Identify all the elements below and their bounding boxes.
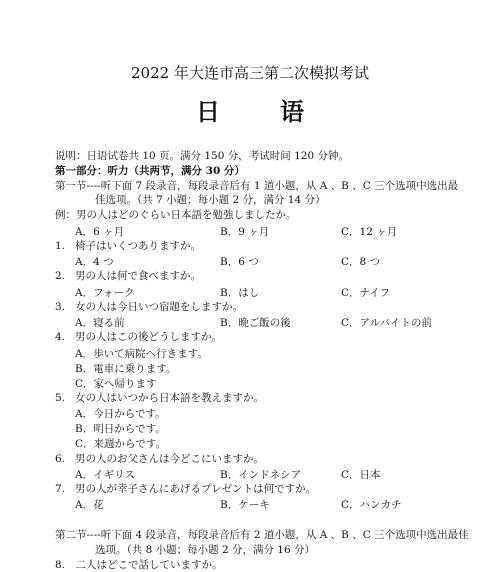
option-b: B．はし [220,287,260,299]
option-a: A．4 つ [75,256,114,268]
option-c: C．ハンカチ [341,499,402,511]
example-question: 例：男の人はどのぐらい日本語を勉強しましたか。 [55,209,297,221]
section1-instructions: 第一节----听下面 7 段录音，每段录音后有 1 道小题，从 A 、B 、C 三个选项中选出最 [55,180,459,192]
question-number: 3. [55,301,66,313]
exam-title: 2022 年大连市高三第二次模拟考试 [131,64,369,82]
option-b: B．ケーキ [220,499,270,511]
option-c: C．日本 [341,469,381,481]
option-b: B．晩ご飯の後 [220,317,291,329]
option-c: C．アルバイトの前 [341,317,432,329]
example-option-c: C．12 ヶ月 [341,226,398,238]
example-option-a: A．6 ヶ月 [75,226,125,238]
question-text: 男の人はこの後どうしますか。 [75,331,222,343]
question-8-partial: 8. 二人はどこで話していますか。 [55,559,223,571]
question-number: 5. [55,392,66,404]
option-c: C．ナイフ [341,287,390,299]
option-c: C．家へ帰ります [75,378,157,390]
option-a: A．歩いて病院へ行きます。 [75,348,208,360]
question-number: 7. [55,483,66,495]
option-a: A．今日からです。 [75,408,166,420]
section2-instructions: 第二节----听下面 4 段录音，每段录音后有 2 道小题，从 A 、B 、C 三个选项中选出最佳 [55,529,469,541]
question-text: 女の人はいつから日本語を教えますか。 [75,392,264,404]
option-b: B．電車に乗ります。 [75,363,177,375]
question-number: 4. [55,331,66,343]
question-number: 2. [55,270,66,282]
question-number: 1. [55,240,66,252]
instructions: 说明：日语试卷共 10 页。满分 150 分，考试时间 120 分钟。 [55,150,349,162]
option-a: A．フォーク [75,287,135,299]
question-text: 男の人が幸子さんにあげるプレゼントは何ですか。 [75,483,317,495]
option-b: B．明日からです。 [75,423,166,435]
section1-instructions-cont: 佳选项。（共 7 小题；每小题 2 分，满分 14 分） [95,194,326,206]
question-text: 女の人は今日いつ宿題をしますか。 [75,301,243,313]
option-a: A．イギリス [75,469,135,481]
option-c: C．来週からです。 [75,438,167,450]
option-a: A．花 [75,499,104,511]
option-b: B．インドネシア [220,469,302,481]
subject-title: 日 语 [196,97,322,126]
section2-instructions-cont: 选项。（共 8 小题；每小题 2 分，满分 16 分） [95,544,315,556]
option-b: B．6 つ [220,256,259,268]
option-c: C．8 つ [341,256,381,268]
example-option-b: B．9 ヶ月 [220,226,270,238]
question-text: 男の人のお父さんは今どこにいますか。 [75,453,264,465]
question-text: 椅子はいくつありますか。 [75,240,201,252]
question-text: 男の人は何で食べますか。 [75,270,201,282]
option-a: A．寝る前 [75,317,125,329]
part1-heading: 第一部分：听力（共两节，满分 30 分） [55,165,245,177]
question-number: 6. [55,453,66,465]
